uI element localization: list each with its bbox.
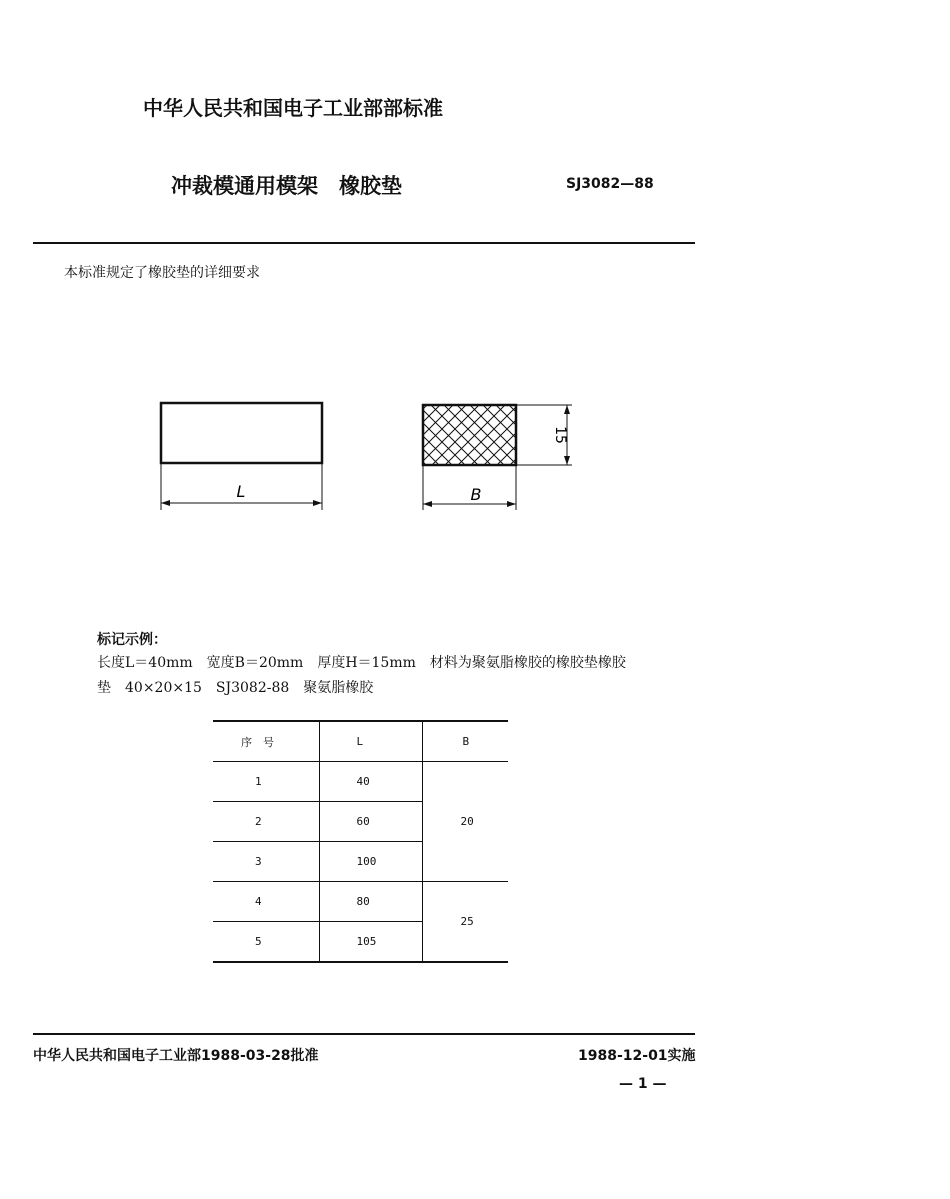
effective-date: 1988-12-01实施: [578, 1048, 696, 1064]
example-line-2: 垫 40×20×15 SJ3082-88 聚氨脂橡胶: [97, 680, 374, 696]
header-b: B: [422, 721, 508, 762]
width-label: B: [470, 485, 482, 504]
intro-text: 本标准规定了橡胶垫的详细要求: [64, 265, 260, 281]
example-heading: 标记示例：: [97, 632, 167, 648]
cell-l: 60: [319, 802, 422, 842]
ministry-standard-heading: 中华人民共和国电子工业部部标准: [143, 96, 443, 120]
table-row: [213, 882, 508, 922]
cell-b-group: 20: [422, 762, 508, 882]
cell-b-group: 25: [422, 882, 508, 963]
table-header-row: [213, 721, 508, 762]
cell-serial: 5: [255, 935, 262, 948]
dimension-table: [213, 720, 508, 963]
standard-code: SJ3082—88: [566, 176, 654, 192]
header-divider: [33, 242, 695, 244]
thickness-label: 15: [552, 426, 568, 444]
gasket-section-view: [423, 405, 516, 465]
header-serial: 序 号: [213, 721, 319, 762]
page-number: — 1 —: [619, 1076, 667, 1092]
cell-serial: 3: [213, 842, 319, 882]
cell-serial: 4: [213, 882, 319, 922]
table-row: [213, 762, 508, 802]
length-label: L: [236, 482, 246, 501]
document-title: 冲裁模通用模架 橡胶垫: [171, 174, 402, 198]
approval-note: 中华人民共和国电子工业部1988-03-28批准: [33, 1048, 319, 1064]
cell-l: 100: [319, 842, 422, 882]
cell-l: 105: [319, 922, 422, 963]
cell-serial: 2: [213, 802, 319, 842]
cell-serial: 1: [213, 762, 319, 802]
cell-l: 40: [319, 762, 422, 802]
gasket-length-view: [161, 403, 322, 463]
footer-divider: [33, 1033, 695, 1035]
example-line-1: 长度L＝40mm 宽度B＝20mm 厚度H＝15mm 材料为聚氨脂橡胶的橡胶垫橡胶: [97, 655, 626, 671]
header-l: L: [319, 721, 422, 762]
cell-l: 80: [319, 882, 422, 922]
